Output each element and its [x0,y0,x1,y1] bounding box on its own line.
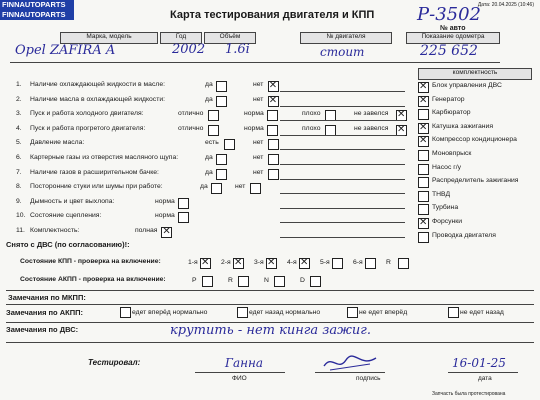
col-model: Марка, модель [60,32,158,44]
option-label: да [205,154,213,161]
option-label: нет [253,139,264,147]
akpp-remark-checkbox[interactable] [448,307,459,318]
auto-no-label: № авто [440,25,466,32]
answer-line [280,222,405,223]
kpp-gear-label: 2-я [221,259,231,266]
kpp-gear-checkbox[interactable] [398,258,409,269]
date-label: дата [478,375,492,382]
question-text: Давление масла: [30,139,85,147]
kpp-gear-checkbox[interactable] [365,258,376,269]
akpp-gear-checkbox[interactable] [202,276,213,287]
col-odometer: Показание одометра [406,32,500,44]
remark-dvs-value: крутить - нет кинга зажиг. [170,323,371,338]
akpp-gear-checkbox[interactable] [238,276,249,287]
option-label: отлично [178,124,204,132]
option-label: нет [235,183,246,191]
question-text: Пуск и работа холодного двигателя: [30,110,144,118]
option-label: да [205,168,213,176]
kpp-gear-checkbox[interactable] [233,258,244,269]
option-checkbox[interactable] [161,227,172,238]
option-label: не завелся [354,124,389,132]
option-label: полная [135,227,158,234]
option-checkbox[interactable] [267,125,278,136]
year-value: 2002 [172,42,206,57]
kit-checkbox[interactable] [418,150,429,161]
question-text: Наличие газов в расширительном бачке: [30,168,159,176]
option-label: да [200,183,208,191]
option-checkbox[interactable] [216,96,227,107]
question-number: 2. [16,95,22,103]
engine-no-value: стоит [320,45,365,59]
kpp-gear-label: 4-я [287,259,297,266]
question-number: 5. [16,139,22,147]
answer-line [280,237,405,238]
question-number: 10. [16,212,26,220]
answer-line [280,193,405,194]
question-text: Состояние сцепления: [30,212,102,220]
question-number: 9. [16,197,22,205]
answer-line [280,91,405,92]
brand-logo [0,0,74,20]
answer-line [280,106,405,107]
option-checkbox[interactable] [268,169,279,180]
question-number: 6. [16,154,22,161]
answer-line [280,164,405,165]
akpp-remark-option: едет вперёд нормально [132,309,208,316]
question-text: Посторонние стуки или шумы при работе: [30,183,163,191]
remark-mkpp-label: Замечания по МКПП: [8,293,86,302]
kit-checkbox[interactable] [418,82,429,93]
question-number: 7. [16,168,22,176]
brand-line-1: FINNAUTOPARTS [2,0,66,9]
question-number: 11. [16,227,25,234]
option-label: да [205,95,213,103]
kpp-gear-checkbox[interactable] [200,258,211,269]
option-checkbox[interactable] [216,81,227,92]
col-year: Год [160,32,202,44]
kit-checkbox[interactable] [418,218,429,229]
option-label: норма [155,197,175,205]
col-volume: Объём [204,32,256,44]
option-checkbox[interactable] [224,139,235,150]
option-checkbox[interactable] [268,96,279,107]
akpp-gear-checkbox[interactable] [274,276,285,287]
kit-checkbox[interactable] [418,204,429,215]
col-engine-no: № двигателя [300,32,392,44]
question-text: Пуск и работа прогретого двигателя: [30,124,146,132]
kpp-gear-label: 3-я [254,259,264,266]
option-label: плохо [302,124,321,132]
option-checkbox[interactable] [216,169,227,180]
signature-icon [320,352,380,374]
question-number: 4. [16,124,22,132]
option-checkbox[interactable] [211,183,222,194]
kpp-gear-label: 5-я [320,259,330,266]
akpp-remark-checkbox[interactable] [347,307,358,318]
volume-value: 1.6i [225,42,250,57]
option-label: отлично [178,110,204,118]
kit-item-label: Компрессор кондиционера [432,136,517,144]
remark-dvs-label: Замечания по ДВС: [6,325,79,334]
option-label: нет [253,154,264,161]
question-number: 8. [16,183,22,191]
option-checkbox[interactable] [268,81,279,92]
akpp-remark-option: едет назад нормально [249,309,321,316]
question-text: Комплектность: [30,227,80,234]
answer-line [280,149,405,150]
removed-label: Снято с ДВС (по согласованию)!: [6,240,130,249]
remark-akpp-label: Замечания по АКПП: [6,308,83,317]
page-title: Карта тестирования двигателя и КПП [170,9,375,21]
option-checkbox[interactable] [268,139,279,150]
kit-checkbox[interactable] [418,232,429,243]
kit-item-label: Блок управления ДВС [432,82,502,89]
sign-label: подпись [356,375,381,382]
option-label: не завелся [354,110,389,118]
footer-note: Запчасть была протестирована [432,391,506,397]
kit-checkbox[interactable] [418,177,429,188]
kit-item-label: Насос г/у [432,163,461,171]
kit-item-label: Моновпрыск [432,150,472,157]
kit-checkbox[interactable] [418,96,429,107]
kit-item-label: Карбюратор [432,109,471,117]
option-checkbox[interactable] [208,125,219,136]
kit-checkbox[interactable] [418,109,429,120]
kpp-gear-checkbox[interactable] [299,258,310,269]
option-checkbox[interactable] [178,212,189,223]
date-value: 16-01-25 [452,356,506,370]
reg-number: Р-3502 [417,4,482,25]
brand-line-2: FINNAUTOPARTS [2,10,66,19]
question-text: Наличие масла в охлаждающей жидкости: [30,95,165,103]
akpp-remark-checkbox[interactable] [120,307,131,318]
kit-item-label: Форсунки [432,218,463,225]
kit-checkbox[interactable] [418,123,429,134]
tested-label: Тестировал: [88,358,141,367]
akpp-remark-option: не едет вперёд [359,309,408,316]
kit-checkbox[interactable] [418,191,429,202]
akpp-remark-checkbox[interactable] [237,307,248,318]
akpp-gear-label: P [192,277,197,284]
question-number: 1. [16,81,22,88]
option-label: плохо [302,110,321,118]
option-label: норма [244,124,264,132]
question-text: Картерные газы из отверстия масляного щупа: [30,154,179,161]
answer-line [280,208,405,209]
kit-item-label: Генератор [432,95,465,103]
akpp-gear-label: D [300,277,305,284]
kit-checkbox[interactable] [418,136,429,147]
option-checkbox[interactable] [178,198,189,209]
option-label: нет [253,95,264,103]
fio-label: ФИО [232,375,247,382]
model-value: Opel ZAFIRA A [15,43,116,58]
answer-line [280,135,405,136]
kit-item-label: Проводка двигателя [432,231,496,239]
tester-name: Ганна [225,356,264,370]
question-text: Наличие охлаждающей жидкости в масле: [30,81,165,88]
akpp-gear-checkbox[interactable] [310,276,321,287]
kit-title: комплектность [418,68,532,80]
option-label: нет [253,168,264,176]
kit-item-label: Катушка зажигания [432,122,494,130]
option-checkbox[interactable] [268,154,279,165]
option-label: нет [253,81,264,88]
odometer-value: 225 652 [420,43,478,59]
kpp-gear-label: R [386,259,391,266]
option-checkbox[interactable] [267,110,278,121]
akpp-gear-label: R [228,277,233,284]
option-checkbox[interactable] [208,110,219,121]
kpp-gear-checkbox[interactable] [266,258,277,269]
option-checkbox[interactable] [216,154,227,165]
kpp-label: Состояние КПП - проверка на включение: [20,258,161,265]
akpp-label: Состояние АКПП - проверка на включение: [20,276,166,283]
option-label: норма [155,212,175,220]
akpp-remark-option: не едет назад [460,309,504,316]
answer-line [280,120,405,121]
option-label: норма [244,110,264,118]
kit-item-label: Распределитель зажигания [432,177,519,185]
option-label: есть [205,139,219,147]
date-stamp: Дата: 20.04.2025 (10:46) [477,2,534,8]
kit-item-label: ТНВД [432,190,451,198]
question-text: Дымность и цвет выхлопа: [30,197,115,205]
option-checkbox[interactable] [250,183,261,194]
kpp-gear-checkbox[interactable] [332,258,343,269]
kpp-gear-label: 1-я [188,259,198,266]
question-number: 3. [16,110,22,118]
option-label: да [205,81,213,88]
akpp-gear-label: N [264,277,269,284]
kit-checkbox[interactable] [418,164,429,175]
kpp-gear-label: 6-я [353,259,363,266]
kit-item-label: Турбина [432,204,459,212]
answer-line [280,179,405,180]
